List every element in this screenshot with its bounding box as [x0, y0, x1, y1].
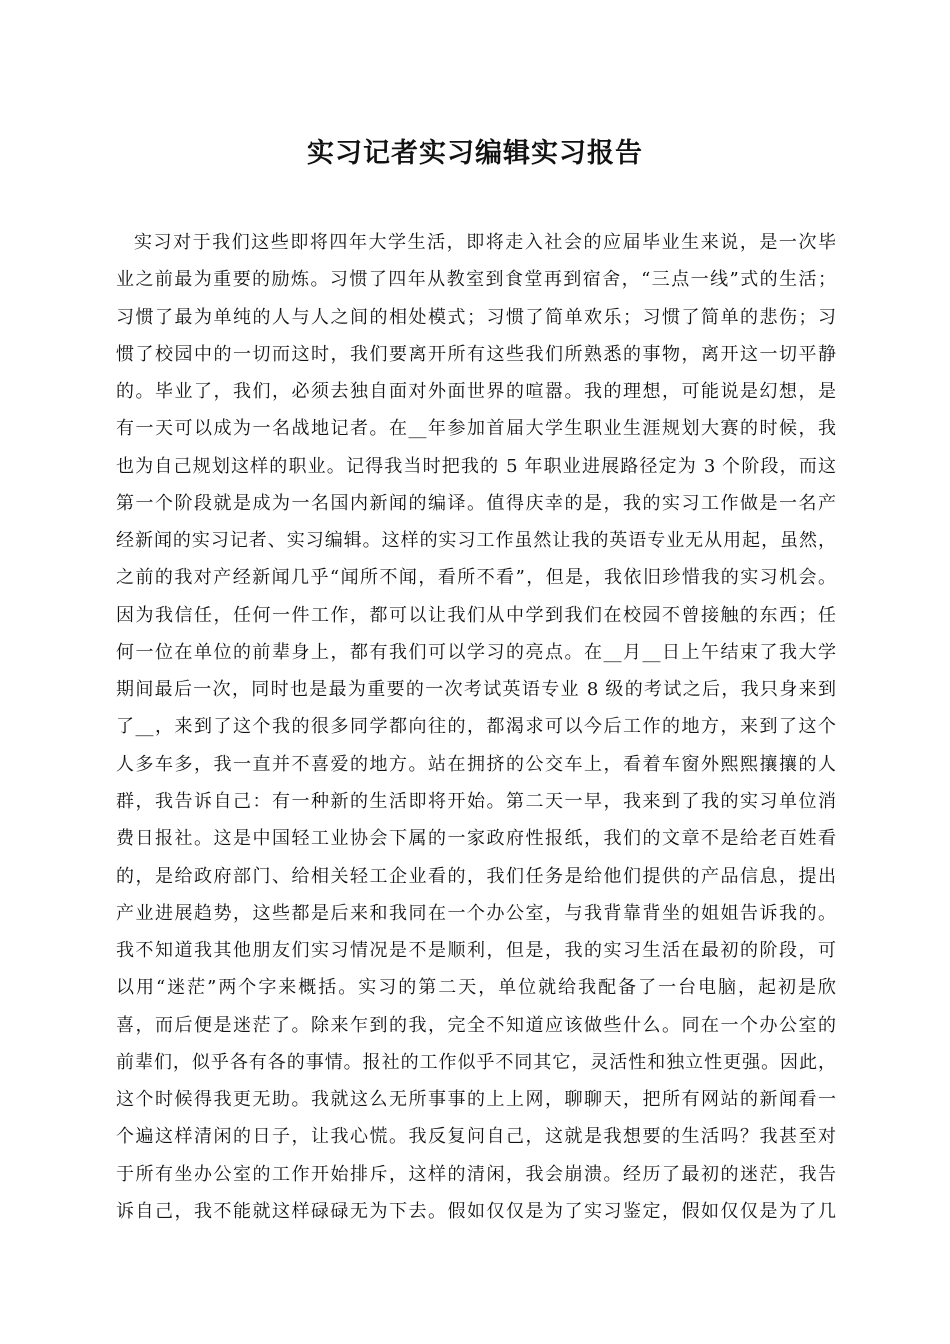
paragraph-line: 的，是给政府部门、给相关轻工企业看的，我们任务是给他们提供的产品信息，提出 — [116, 865, 836, 887]
paragraph-line: 产业进展趋势，这些都是后来和我同在一个办公室，与我背靠背坐的姐姐告诉我的。 — [116, 902, 836, 924]
body-paragraph — [116, 224, 836, 1230]
paragraph-line: 我不知道我其他朋友们实习情况是不是顺利，但是，我的实习生活在最初的阶段，可 — [116, 940, 836, 962]
document-title: 实习记者实习编辑实习报告 — [307, 138, 643, 169]
paragraph-line: 惯了校园中的一切而这时，我们要离开所有这些我们所熟悉的事物，离开这一切平静 — [116, 343, 836, 365]
paragraph-line: 之前的我对产经新闻几乎“闻所不闻，看所不看”，但是，我依旧珍惜我的实习机会。 — [116, 567, 836, 589]
paragraph-line: 何一位在单位的前辈身上，都有我们可以学习的亮点。在__月__日上午结束了我大学 — [116, 641, 836, 663]
paragraph-line: 第一个阶段就是成为一名国内新闻的编译。值得庆幸的是，我的实习工作做是一名产 — [116, 492, 836, 514]
paragraph-line: 了__，来到了这个我的很多同学都向往的，都渴求可以今后工作的地方，来到了这个 — [116, 716, 836, 738]
paragraph-line: 于所有坐办公室的工作开始排斥，这样的清闲，我会崩溃。经历了最初的迷茫，我告 — [116, 1163, 836, 1185]
paragraph-line: 以用“迷茫”两个字来概括。实习的第二天，单位就给我配备了一台电脑，起初是欣 — [116, 977, 836, 999]
paragraph-line: 期间最后一次，同时也是最为重要的一次考试英语专业 8 级的考试之后，我只身来到 — [116, 679, 836, 701]
paragraph-line: 习惯了最为单纯的人与人之间的相处模式；习惯了简单欢乐；习惯了简单的悲伤；习 — [116, 306, 836, 328]
paragraph-line: 实习对于我们这些即将四年大学生活，即将走入社会的应届毕业生来说，是一次毕 — [134, 232, 836, 253]
paragraph-line: 前辈们，似乎各有各的事情。报社的工作似乎不同其它，灵活性和独立性更强。因此， — [116, 1051, 836, 1073]
paragraph-line: 喜，而后便是迷茫了。除来乍到的我，完全不知道应该做些什么。同在一个办公室的 — [116, 1014, 836, 1036]
paragraph-line: 个遍这样清闲的日子，让我心慌。我反复问自己，这就是我想要的生活吗？我甚至对 — [116, 1126, 836, 1148]
paragraph-line: 费日报社。这是中国轻工业协会下属的一家政府性报纸，我们的文章不是给老百姓看 — [116, 828, 836, 850]
paragraph-line: 这个时候得我更无助。我就这么无所事事的上上网，聊聊天，把所有网站的新闻看一 — [116, 1089, 836, 1111]
paragraph-line: 诉自己，我不能就这样碌碌无为下去。假如仅仅是为了实习鉴定，假如仅仅是为了几 — [116, 1200, 836, 1222]
paragraph-line: 也为自己规划这样的职业。记得我当时把我的 5 年职业进展路径定为 3 个阶段，而这 — [116, 455, 836, 477]
paragraph-line: 业之前最为重要的励炼。习惯了四年从教室到食堂再到宿舍，“三点一线”式的生活； — [116, 269, 836, 291]
paragraph-line: 经新闻的实习记者、实习编辑。这样的实习工作虽然让我的英语专业无从用起，虽然， — [116, 530, 836, 552]
paragraph-line: 有一天可以成为一名战地记者。在__年参加首届大学生职业生涯规划大赛的时候，我 — [116, 418, 836, 440]
paragraph-line: 的。毕业了，我们，必须去独自面对外面世界的喧嚣。我的理想，可能说是幻想，是 — [116, 381, 836, 403]
paragraph-line: 人多车多，我一直并不喜爱的地方。站在拥挤的公交车上，看着车窗外熙熙攘攘的人 — [116, 753, 836, 775]
paragraph-line: 群，我告诉自己：有一种新的生活即将开始。第二天一早，我来到了我的实习单位消 — [116, 790, 836, 812]
paragraph-line: 因为我信任，任何一件工作，都可以让我们从中学到我们在校园不曾接触的东西；任 — [116, 604, 836, 626]
